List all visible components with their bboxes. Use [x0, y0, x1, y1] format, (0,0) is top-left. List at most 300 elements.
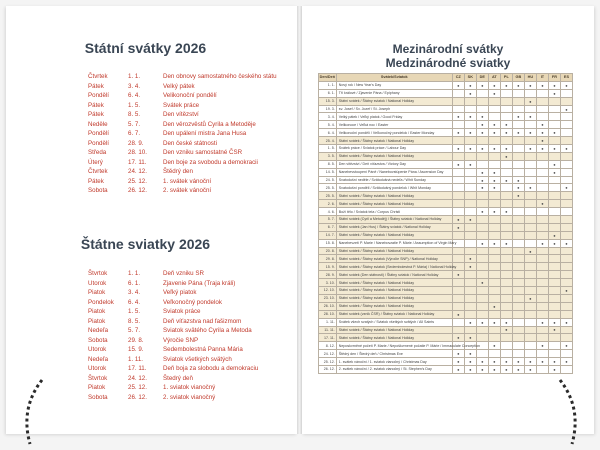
holiday-date-cell: 15. 9. — [319, 263, 337, 271]
country-mark-cell — [536, 184, 548, 192]
country-mark-cell — [488, 160, 500, 168]
table-row — [319, 271, 573, 279]
country-mark-cell — [512, 160, 524, 168]
country-mark-cell: ● — [452, 350, 464, 358]
country-mark-cell — [452, 137, 464, 145]
country-mark-cell — [536, 365, 548, 373]
country-mark-cell — [452, 294, 464, 302]
country-mark-cell — [452, 231, 464, 239]
country-mark-cell: ● — [560, 318, 572, 326]
table-body — [319, 81, 573, 373]
country-mark-cell: ● — [488, 89, 500, 97]
country-mark-cell — [476, 302, 488, 310]
country-mark-cell: ● — [488, 358, 500, 366]
country-mark-cell — [512, 137, 524, 145]
country-mark-cell: ● — [536, 342, 548, 350]
country-mark-cell — [488, 200, 500, 208]
holiday-name: Den vzniku samostatné ČSR — [163, 149, 243, 156]
holiday-name-cell: Velikonoční pondělí / Veľkonočný pondelok / Easter Monday — [336, 129, 452, 137]
country-mark-cell — [548, 105, 560, 113]
country-mark-cell — [548, 152, 560, 160]
country-mark-cell — [512, 279, 524, 287]
country-mark-cell: ● — [512, 358, 524, 366]
holiday-name: Velký pátek — [163, 82, 195, 90]
table-row — [319, 294, 573, 302]
country-mark-cell: ● — [560, 184, 572, 192]
table-row — [319, 318, 573, 326]
table-row — [319, 200, 573, 208]
country-mark-cell — [536, 247, 548, 255]
country-mark-cell — [500, 168, 512, 176]
country-mark-cell — [512, 145, 524, 153]
country-mark-cell — [476, 231, 488, 239]
country-mark-cell — [512, 152, 524, 160]
country-mark-cell — [452, 326, 464, 334]
country-mark-cell: ● — [512, 192, 524, 200]
country-mark-cell: ● — [488, 81, 500, 89]
country-mark-cell — [560, 200, 572, 208]
country-mark-cell: ● — [548, 318, 560, 326]
country-mark-cell — [536, 326, 548, 334]
holiday-day: Štvrtok — [88, 270, 108, 277]
country-mark-cell: ● — [524, 247, 536, 255]
country-mark-cell — [548, 97, 560, 105]
country-mark-cell — [500, 342, 512, 350]
country-mark-cell — [536, 89, 548, 97]
holiday-row — [88, 288, 288, 298]
table-row — [319, 365, 573, 373]
holiday-row — [88, 91, 288, 101]
holiday-name-cell: Svátek práce / Sviatok práce / Labour Day — [336, 145, 452, 153]
holiday-day: Utorok — [88, 365, 107, 372]
holiday-date-cell: 3. 5. — [319, 152, 337, 160]
holiday-name-cell: Svátek všech svatých / Sviatok všetkých svätých / All Saints — [336, 318, 452, 326]
country-mark-cell — [524, 318, 536, 326]
country-mark-cell — [524, 326, 536, 334]
country-mark-cell — [512, 263, 524, 271]
holiday-name: Veľkonočný pondelok — [163, 298, 222, 306]
country-mark-cell — [500, 310, 512, 318]
country-mark-cell: ● — [476, 358, 488, 366]
country-mark-cell — [560, 152, 572, 160]
holiday-name-cell: 2. svátek vánoční / 2. sviatok vianočný / St. Stephen's Day — [336, 365, 452, 373]
holiday-name-cell: Státní svátek / Štátny sviatok / National Holiday — [336, 287, 452, 295]
table-row — [319, 247, 573, 255]
country-mark-cell — [524, 279, 536, 287]
holiday-row — [88, 336, 288, 346]
country-mark-cell — [524, 152, 536, 160]
intl-holidays-title-cz: Mezinárodní svátky — [392, 42, 504, 56]
country-mark-cell: ● — [476, 208, 488, 216]
country-mark-cell: ● — [488, 318, 500, 326]
table-row — [319, 334, 573, 342]
country-mark-cell — [452, 121, 464, 129]
country-mark-cell — [548, 121, 560, 129]
country-mark-cell: ● — [452, 271, 464, 279]
country-mark-cell — [500, 334, 512, 342]
holiday-date-cell: 14. 5. — [319, 168, 337, 176]
holiday-date-cell: 8. 12. — [319, 342, 337, 350]
holiday-name-cell: Státní svátek (Jan Hus) / Štátny sviatok / National Holiday — [336, 223, 452, 231]
holiday-day: Nedeľa — [88, 327, 109, 334]
table-header-cell: AT — [488, 74, 500, 82]
table-row — [319, 223, 573, 231]
country-mark-cell — [560, 89, 572, 97]
country-mark-cell: ● — [452, 358, 464, 366]
country-mark-cell: ● — [452, 160, 464, 168]
country-mark-cell: ● — [464, 160, 476, 168]
country-mark-cell — [512, 302, 524, 310]
country-mark-cell — [488, 263, 500, 271]
country-mark-cell — [524, 334, 536, 342]
country-mark-cell — [500, 89, 512, 97]
country-mark-cell: ● — [488, 168, 500, 176]
table-row — [319, 89, 573, 97]
holiday-name: 2. sviatok vianočný — [163, 393, 216, 401]
holiday-date: 6. 4. — [128, 298, 141, 306]
country-mark-cell — [464, 137, 476, 145]
holiday-name: Sviatok všetkých svätých — [163, 355, 232, 363]
country-mark-cell — [464, 247, 476, 255]
holiday-day: Pondělí — [88, 130, 109, 137]
holiday-name-cell: Státní svátek (Cyril a Metoděj) / Štátny sviatok / National Holiday — [336, 216, 452, 224]
country-mark-cell: ● — [548, 365, 560, 373]
country-mark-cell — [476, 200, 488, 208]
country-mark-cell — [476, 255, 488, 263]
country-mark-cell — [560, 168, 572, 176]
holiday-name-cell: Státní svátek / Štátny sviatok / National Holiday — [336, 326, 452, 334]
table-header-cell: DE — [476, 74, 488, 82]
holiday-name-cell: 1. svátek vánoční / 1. sviatok vianočný / Christmas Day — [336, 358, 452, 366]
country-mark-cell — [536, 192, 548, 200]
country-mark-cell — [488, 137, 500, 145]
country-mark-cell — [560, 113, 572, 121]
country-mark-cell: ● — [500, 145, 512, 153]
holiday-name-cell: Státní svátek / Štátny sviatok / National Holiday — [336, 200, 452, 208]
country-mark-cell — [476, 294, 488, 302]
holiday-date: 28. 10. — [128, 149, 147, 156]
country-mark-cell: ● — [476, 129, 488, 137]
country-mark-cell — [524, 208, 536, 216]
holiday-row — [88, 167, 288, 177]
country-mark-cell — [536, 271, 548, 279]
holiday-date-cell: 26. 12. — [319, 365, 337, 373]
country-mark-cell: ● — [488, 239, 500, 247]
country-mark-cell — [560, 334, 572, 342]
country-mark-cell — [560, 302, 572, 310]
country-mark-cell: ● — [452, 310, 464, 318]
table-row — [319, 97, 573, 105]
holiday-date: 1. 5. — [128, 308, 141, 315]
country-mark-cell: ● — [452, 81, 464, 89]
country-mark-cell: ● — [488, 342, 500, 350]
country-mark-cell — [464, 168, 476, 176]
country-mark-cell — [560, 247, 572, 255]
country-mark-cell — [476, 334, 488, 342]
country-mark-cell — [548, 263, 560, 271]
holiday-row — [88, 279, 288, 289]
country-mark-cell: ● — [560, 358, 572, 366]
country-mark-cell — [452, 152, 464, 160]
holiday-row — [88, 307, 288, 317]
country-mark-cell: ● — [452, 216, 464, 224]
holiday-day: Neděle — [88, 120, 108, 128]
country-mark-cell: ● — [464, 129, 476, 137]
cz-holidays-title: Státní svátky 2026 — [84, 40, 207, 56]
holiday-row — [88, 158, 288, 168]
country-mark-cell: ● — [452, 365, 464, 373]
country-mark-cell — [488, 310, 500, 318]
country-mark-cell — [512, 89, 524, 97]
country-mark-cell — [500, 255, 512, 263]
country-mark-cell — [512, 255, 524, 263]
holiday-row — [88, 110, 288, 120]
table-row — [319, 358, 573, 366]
country-mark-cell — [548, 294, 560, 302]
table-row — [319, 239, 573, 247]
table-header-cell: HU — [524, 74, 536, 82]
country-mark-cell — [512, 200, 524, 208]
country-mark-cell — [512, 216, 524, 224]
country-mark-cell — [524, 121, 536, 129]
holiday-day: Nedeľa — [88, 355, 109, 363]
stitch-decoration-left — [16, 378, 46, 448]
country-mark-cell: ● — [476, 113, 488, 121]
holiday-name-cell: Štědrý den / Štedrý deň / Christmas Eve — [336, 350, 452, 358]
country-mark-cell: ● — [464, 145, 476, 153]
table-row — [319, 176, 573, 184]
country-mark-cell — [512, 350, 524, 358]
holiday-date: 6. 1. — [128, 279, 141, 287]
country-mark-cell — [464, 192, 476, 200]
country-mark-cell — [452, 255, 464, 263]
country-mark-cell: ● — [536, 81, 548, 89]
country-mark-cell — [560, 97, 572, 105]
country-mark-cell — [536, 263, 548, 271]
holiday-date: 5. 7. — [128, 327, 141, 334]
country-mark-cell — [524, 200, 536, 208]
country-mark-cell: ● — [476, 176, 488, 184]
country-mark-cell — [560, 279, 572, 287]
country-mark-cell — [512, 318, 524, 326]
holiday-name-cell: Státní svátek / Štátny sviatok / National Holiday — [336, 247, 452, 255]
country-mark-cell — [512, 287, 524, 295]
holiday-row — [88, 298, 288, 308]
country-mark-cell — [524, 271, 536, 279]
holiday-day: Štvrtok — [88, 374, 108, 382]
holiday-name-cell: Velikonoce / Veľká noc / Easter — [336, 121, 452, 129]
country-mark-cell: ● — [512, 129, 524, 137]
holiday-row — [88, 129, 288, 139]
country-mark-cell: ● — [512, 81, 524, 89]
country-mark-cell: ● — [500, 176, 512, 184]
country-mark-cell: ● — [560, 145, 572, 153]
country-mark-cell: ● — [548, 239, 560, 247]
holiday-date-cell: 11. 11. — [319, 326, 337, 334]
country-mark-cell — [452, 192, 464, 200]
holiday-row — [88, 326, 288, 336]
holiday-name-cell: Boží tělo / Sviatok tela / Corpus Christi — [336, 208, 452, 216]
country-mark-cell: ● — [488, 208, 500, 216]
table-row — [319, 255, 573, 263]
country-mark-cell — [560, 192, 572, 200]
country-mark-cell — [500, 287, 512, 295]
holiday-name-cell: Státní svátek (vznik ČSR) / Štátny sviatok / National Holiday — [336, 310, 452, 318]
country-mark-cell — [524, 350, 536, 358]
country-mark-cell — [536, 152, 548, 160]
holiday-date: 17. 11. — [128, 158, 147, 166]
holiday-row — [88, 345, 288, 355]
country-mark-cell — [476, 326, 488, 334]
country-mark-cell — [524, 137, 536, 145]
holiday-row — [88, 177, 288, 187]
country-mark-cell — [536, 216, 548, 224]
country-mark-cell: ● — [500, 318, 512, 326]
holiday-date: 6. 4. — [128, 92, 141, 99]
country-mark-cell — [524, 223, 536, 231]
country-mark-cell — [512, 247, 524, 255]
country-mark-cell: ● — [548, 129, 560, 137]
country-mark-cell — [500, 223, 512, 231]
country-mark-cell: ● — [524, 294, 536, 302]
country-mark-cell — [512, 223, 524, 231]
country-mark-cell — [476, 263, 488, 271]
country-mark-cell: ● — [548, 81, 560, 89]
holiday-row — [88, 139, 288, 149]
holiday-name: Veľký piatok — [163, 289, 197, 296]
country-mark-cell — [560, 255, 572, 263]
country-mark-cell — [464, 294, 476, 302]
country-mark-cell: ● — [500, 208, 512, 216]
country-mark-cell: ● — [488, 176, 500, 184]
country-mark-cell — [560, 160, 572, 168]
country-mark-cell: ● — [512, 365, 524, 373]
country-mark-cell — [548, 287, 560, 295]
country-mark-cell: ● — [500, 152, 512, 160]
country-mark-cell — [560, 310, 572, 318]
country-mark-cell: ● — [548, 231, 560, 239]
country-mark-cell: ● — [464, 113, 476, 121]
country-mark-cell — [548, 192, 560, 200]
table-row — [319, 263, 573, 271]
country-mark-cell — [536, 223, 548, 231]
country-mark-cell — [464, 279, 476, 287]
holiday-date: 8. 5. — [128, 111, 141, 118]
holiday-name: Deň víťazstva nad fašizmom — [163, 317, 242, 325]
country-mark-cell — [560, 176, 572, 184]
country-mark-cell — [512, 231, 524, 239]
holiday-date: 24. 12. — [128, 168, 147, 175]
country-mark-cell — [464, 97, 476, 105]
country-mark-cell: ● — [536, 318, 548, 326]
country-mark-cell — [464, 200, 476, 208]
holiday-name-cell: Státní svátek / Štátny sviatok (Sedembolestná P. Mária) / National Holiday — [336, 263, 452, 271]
table-header-cell: IT — [536, 74, 548, 82]
holiday-name: Deň boja za slobodu a demokraciu — [163, 365, 259, 372]
country-mark-cell — [476, 160, 488, 168]
holiday-date-cell: 15. 3. — [319, 97, 337, 105]
country-mark-cell: ● — [452, 113, 464, 121]
country-mark-cell: ● — [488, 129, 500, 137]
country-mark-cell — [560, 294, 572, 302]
country-mark-cell: ● — [464, 89, 476, 97]
country-mark-cell — [476, 271, 488, 279]
country-mark-cell — [524, 192, 536, 200]
country-mark-cell — [512, 310, 524, 318]
holiday-date-cell: 5. 4. — [319, 121, 337, 129]
holiday-name-cell: Tři králové / Zjavenie Pána / Epiphany — [336, 89, 452, 97]
holiday-date-cell: 26. 10. — [319, 302, 337, 310]
country-mark-cell: ● — [464, 334, 476, 342]
holiday-row — [88, 72, 288, 82]
country-mark-cell — [524, 105, 536, 113]
country-mark-cell — [464, 121, 476, 129]
holiday-name: Svátek práce — [163, 101, 200, 109]
country-mark-cell — [524, 239, 536, 247]
country-mark-cell — [476, 105, 488, 113]
country-mark-cell: ● — [452, 223, 464, 231]
country-mark-cell — [548, 184, 560, 192]
holiday-day: Úterý — [88, 158, 103, 166]
country-mark-cell — [452, 200, 464, 208]
holiday-name: Velikonoční pondělí — [163, 92, 217, 99]
country-mark-cell — [548, 279, 560, 287]
country-mark-cell — [488, 255, 500, 263]
country-mark-cell — [560, 326, 572, 334]
table-row — [319, 121, 573, 129]
holiday-row — [88, 269, 288, 279]
holiday-name-cell: Státní svátek / Štátny sviatok / National Holiday — [336, 231, 452, 239]
country-mark-cell — [560, 137, 572, 145]
holiday-date-cell: 25. 4. — [319, 137, 337, 145]
holiday-date: 3. 4. — [128, 289, 141, 296]
country-mark-cell — [536, 231, 548, 239]
country-mark-cell: ● — [500, 121, 512, 129]
country-mark-cell — [500, 113, 512, 121]
holiday-name: Sviatok práce — [163, 308, 201, 315]
country-mark-cell — [524, 342, 536, 350]
holiday-row — [88, 101, 288, 111]
country-mark-cell: ● — [548, 168, 560, 176]
table-row — [319, 216, 573, 224]
holiday-row — [88, 148, 288, 158]
country-mark-cell — [488, 287, 500, 295]
country-mark-cell — [500, 160, 512, 168]
country-mark-cell: ● — [464, 255, 476, 263]
table-row — [319, 168, 573, 176]
country-mark-cell — [452, 208, 464, 216]
holiday-name: Den obnovy samostatného českého státu — [163, 73, 277, 80]
table-row — [319, 279, 573, 287]
holiday-day: Sobota — [88, 187, 108, 194]
holiday-date: 1. 11. — [128, 355, 144, 363]
country-mark-cell: ● — [464, 263, 476, 271]
country-mark-cell — [548, 247, 560, 255]
country-mark-cell: ● — [512, 113, 524, 121]
holiday-date-cell: 19. 3. — [319, 105, 337, 113]
holiday-date: 8. 5. — [128, 317, 141, 325]
holiday-day: Pondelok — [88, 298, 114, 306]
holiday-name: Den věrozvěstů Cyrila a Metoděje — [163, 120, 256, 128]
holiday-name-cell: Nový rok / New Year's Day — [336, 81, 452, 89]
country-mark-cell: ● — [464, 216, 476, 224]
country-mark-cell — [488, 350, 500, 358]
table-row — [319, 113, 573, 121]
holiday-row — [88, 374, 288, 384]
country-mark-cell — [560, 365, 572, 373]
holiday-name: Den upálení mistra Jana Husa — [163, 130, 247, 137]
holiday-date: 28. 9. — [128, 139, 144, 147]
